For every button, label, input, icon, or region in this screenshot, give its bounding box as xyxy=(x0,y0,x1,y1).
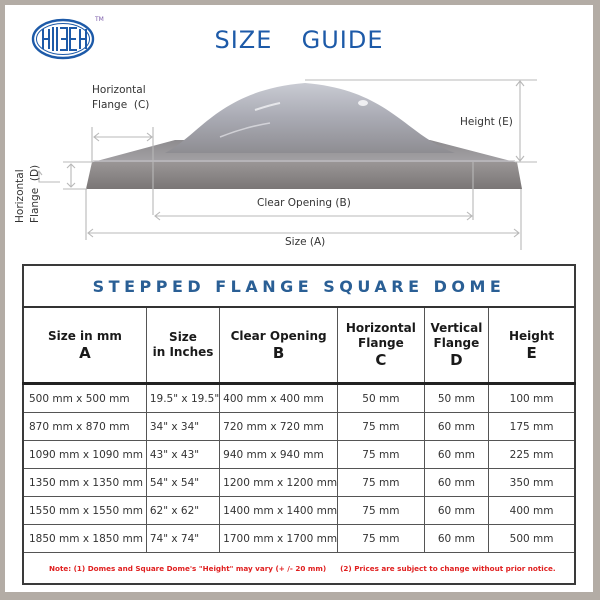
cell-clear-opening: 1200 mm x 1200 mm xyxy=(220,469,338,497)
table-header-row xyxy=(23,307,575,384)
label-size-a: Size (A) xyxy=(285,236,326,248)
header-size-inches xyxy=(146,307,219,384)
header-height-letter: E xyxy=(526,343,537,362)
cell-size-mm: 500 mm x 500 mm xyxy=(23,384,146,413)
table-row xyxy=(23,525,575,553)
header-clear-opening-letter: B xyxy=(272,343,285,362)
table-row xyxy=(23,384,575,413)
cell-horizontal-flange: 75 mm xyxy=(338,497,425,525)
cell-vertical-flange: 60 mm xyxy=(424,525,488,553)
note-price-change: (2) Prices are subject to change without prior notice. xyxy=(340,563,556,573)
cell-size-inches: 34" x 34" xyxy=(146,413,219,441)
header-size-inches-line2: in Inches xyxy=(152,345,214,359)
cell-size-inches: 19.5" x 19.5" xyxy=(146,384,219,413)
header-vertical-flange xyxy=(424,307,488,384)
cell-size-mm: 1350 mm x 1350 mm xyxy=(23,469,146,497)
header-horizontal-flange-line1: Horizontal xyxy=(345,321,416,335)
label-horizontal-flange-c-line1: Horizontal xyxy=(92,84,146,96)
table-title: STEPPED FLANGE SQUARE DOME xyxy=(23,265,575,307)
cell-horizontal-flange: 75 mm xyxy=(338,413,425,441)
header-size-mm xyxy=(23,307,146,384)
header-vertical-flange-letter: D xyxy=(450,351,463,369)
table-row xyxy=(23,413,575,441)
header-clear-opening-label: Clear Opening xyxy=(230,328,327,343)
cell-size-mm: 1090 mm x 1090 mm xyxy=(23,441,146,469)
header-size-mm-label: Size in mm xyxy=(47,328,122,343)
cell-vertical-flange: 60 mm xyxy=(424,441,488,469)
cell-clear-opening: 1400 mm x 1400 mm xyxy=(220,497,338,525)
header-height xyxy=(489,307,575,384)
dome-diagram xyxy=(5,65,593,255)
header-horizontal-flange-line2: Flange xyxy=(358,336,404,350)
table-row xyxy=(23,441,575,469)
cell-horizontal-flange: 75 mm xyxy=(338,441,425,469)
page-title: SIZE GUIDE xyxy=(214,26,384,54)
label-vertical-flange-d-line2: Flange (D) xyxy=(29,164,41,223)
label-vertical-flange-d xyxy=(13,165,43,223)
label-vertical-flange-d-line1: Horizontal xyxy=(14,169,26,223)
header-vertical-flange-line1: Vertical xyxy=(430,321,483,335)
note-height-variance: Note: (1) Domes and Square Dome's "Height" may vary (+ /- 20 mm) xyxy=(49,563,327,573)
cell-size-mm: 1850 mm x 1850 mm xyxy=(23,525,146,553)
cell-size-inches: 43" x 43" xyxy=(146,441,219,469)
cell-size-mm: 1550 mm x 1550 mm xyxy=(23,497,146,525)
header-horizontal-flange xyxy=(338,307,425,384)
cell-vertical-flange: 60 mm xyxy=(424,413,488,441)
cell-vertical-flange: 60 mm xyxy=(424,469,488,497)
label-clear-opening-b: Clear Opening (B) xyxy=(257,197,351,209)
header-size-mm-letter: A xyxy=(79,343,91,362)
table-row xyxy=(23,497,575,525)
cell-clear-opening: 940 mm x 940 mm xyxy=(220,441,338,469)
cell-size-inches: 74" x 74" xyxy=(146,525,219,553)
label-horizontal-flange-c-line2: Flange (C) xyxy=(92,99,150,111)
cell-clear-opening: 720 mm x 720 mm xyxy=(220,413,338,441)
header-size-inches-line1: Size xyxy=(169,330,197,344)
cell-size-inches: 54" x 54" xyxy=(146,469,219,497)
header-clear-opening xyxy=(220,307,338,384)
cell-height: 175 mm xyxy=(489,413,575,441)
spec-table xyxy=(22,264,576,585)
trademark-symbol: TM xyxy=(95,16,104,23)
cell-size-mm: 870 mm x 870 mm xyxy=(23,413,146,441)
cell-height: 225 mm xyxy=(489,441,575,469)
size-guide-page xyxy=(5,5,593,592)
cell-clear-opening: 400 mm x 400 mm xyxy=(220,384,338,413)
header-horizontal-flange-letter: C xyxy=(375,351,387,369)
header-vertical-flange-line2: Flange xyxy=(433,336,480,350)
label-height-e: Height (E) xyxy=(460,116,513,128)
cell-horizontal-flange: 75 mm xyxy=(338,469,425,497)
table-row xyxy=(23,469,575,497)
cell-horizontal-flange: 75 mm xyxy=(338,525,425,553)
cell-size-inches: 62" x 62" xyxy=(146,497,219,525)
cell-height: 400 mm xyxy=(489,497,575,525)
cell-vertical-flange: 50 mm xyxy=(424,384,488,413)
cell-horizontal-flange: 50 mm xyxy=(338,384,425,413)
table-note-row xyxy=(23,553,575,585)
cell-height: 350 mm xyxy=(489,469,575,497)
header-height-label: Height xyxy=(508,328,555,343)
table-note xyxy=(23,553,575,585)
cell-height: 500 mm xyxy=(489,525,575,553)
cell-clear-opening: 1700 mm x 1700 mm xyxy=(220,525,338,553)
cell-height: 100 mm xyxy=(489,384,575,413)
cell-vertical-flange: 60 mm xyxy=(424,497,488,525)
label-horizontal-flange-c xyxy=(92,83,149,113)
